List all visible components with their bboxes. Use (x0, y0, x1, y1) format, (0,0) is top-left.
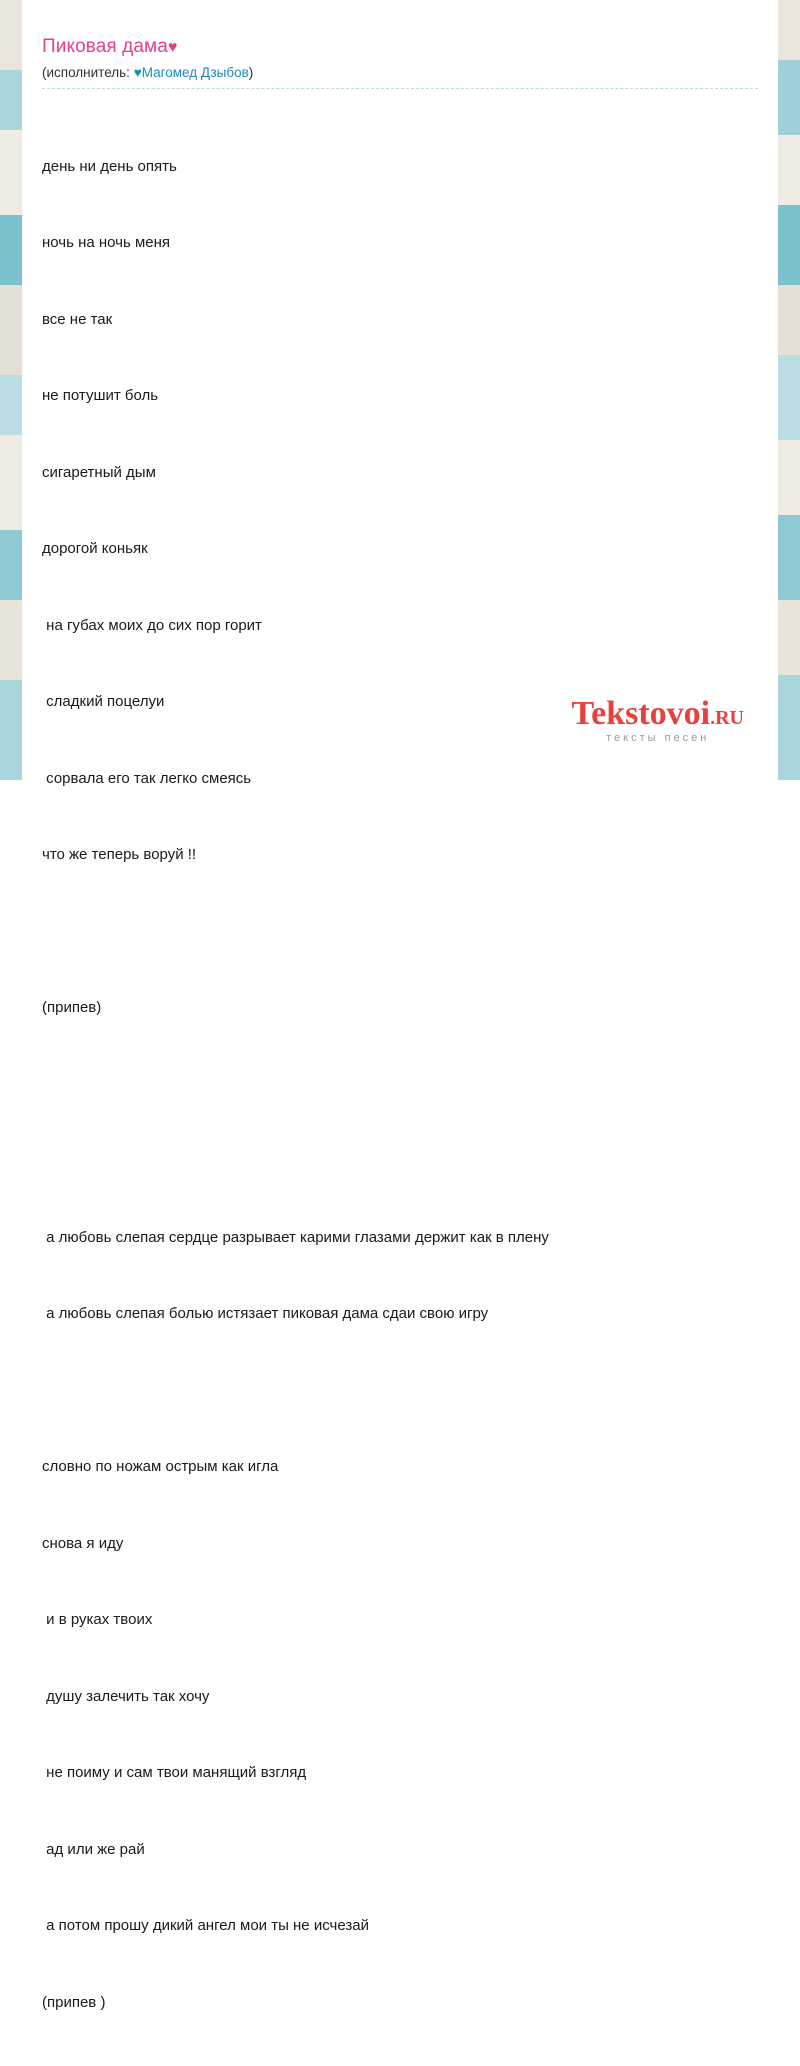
site-logo-name-main: Tekstovoi (571, 695, 711, 732)
song-title-text: Пиковая дама (42, 36, 168, 57)
lyrics-line: что же теперь воруй !! (42, 846, 197, 864)
song-header (22, 18, 778, 89)
decorative-stripes-right (778, 0, 800, 780)
lyrics-line: (припев ) (42, 1993, 106, 2011)
lyrics-line: на губах моих до сих пор горит (42, 616, 262, 634)
lyrics-line: душу залечить так хочу (42, 1687, 210, 1705)
lyrics-card (22, 18, 778, 2011)
lyrics-line: (припев) (42, 999, 102, 1017)
heart-icon: ♥ (167, 39, 178, 56)
lyrics-line: а любовь слепая болью истязает пиковая дама сдаи свою игру (42, 1305, 489, 1323)
lyrics-line: сладкий поцелуи (42, 693, 165, 711)
page-title (42, 36, 758, 59)
site-logo-tagline: тексты песен (606, 732, 710, 744)
site-logo[interactable] (572, 697, 744, 744)
decorative-stripes-left (0, 0, 22, 780)
lyrics-line: сорвала его так легко смеясь (42, 769, 252, 787)
artist-link[interactable]: Магомед Дзыбов (141, 64, 249, 80)
lyrics-line: все не так (42, 310, 113, 328)
lyrics-line: не потушит боль (42, 387, 159, 405)
heart-small-icon: ♥ (133, 64, 142, 80)
lyrics-line: а любовь слепая сердце разрывает карими глазами держит как в плену (42, 1228, 549, 1246)
lyrics-line-blank (42, 1378, 758, 1404)
lyrics-line-blank (42, 1148, 758, 1174)
site-logo-tld: .RU (710, 707, 744, 729)
artist-line (42, 65, 758, 89)
lyrics-line: день ни день опять (42, 157, 177, 175)
lyrics-line: не поиму и сам твои манящий взгляд (42, 1764, 307, 1782)
lyrics-line: сигаретный дым (42, 463, 156, 481)
artist-prefix: (исполнитель: (42, 64, 134, 80)
lyrics-line: словно по ножам острым как игла (42, 1458, 279, 1476)
lyrics-line: ад или же рай (42, 1840, 145, 1858)
lyrics-body (22, 89, 778, 2066)
lyrics-line: а потом прошу дикий ангел мои ты не исчезай (42, 1917, 369, 1935)
artist-suffix: ) (248, 64, 254, 80)
lyrics-line: ночь на ночь меня (42, 234, 171, 252)
lyrics-line-blank (42, 1072, 758, 1098)
lyrics-line-blank (42, 919, 758, 945)
site-logo-name (572, 697, 744, 731)
lyrics-line: снова я иду (42, 1534, 124, 1552)
lyrics-line: и в руках твоих (42, 1611, 153, 1629)
lyrics-line: дорогой коньяк (42, 540, 148, 558)
